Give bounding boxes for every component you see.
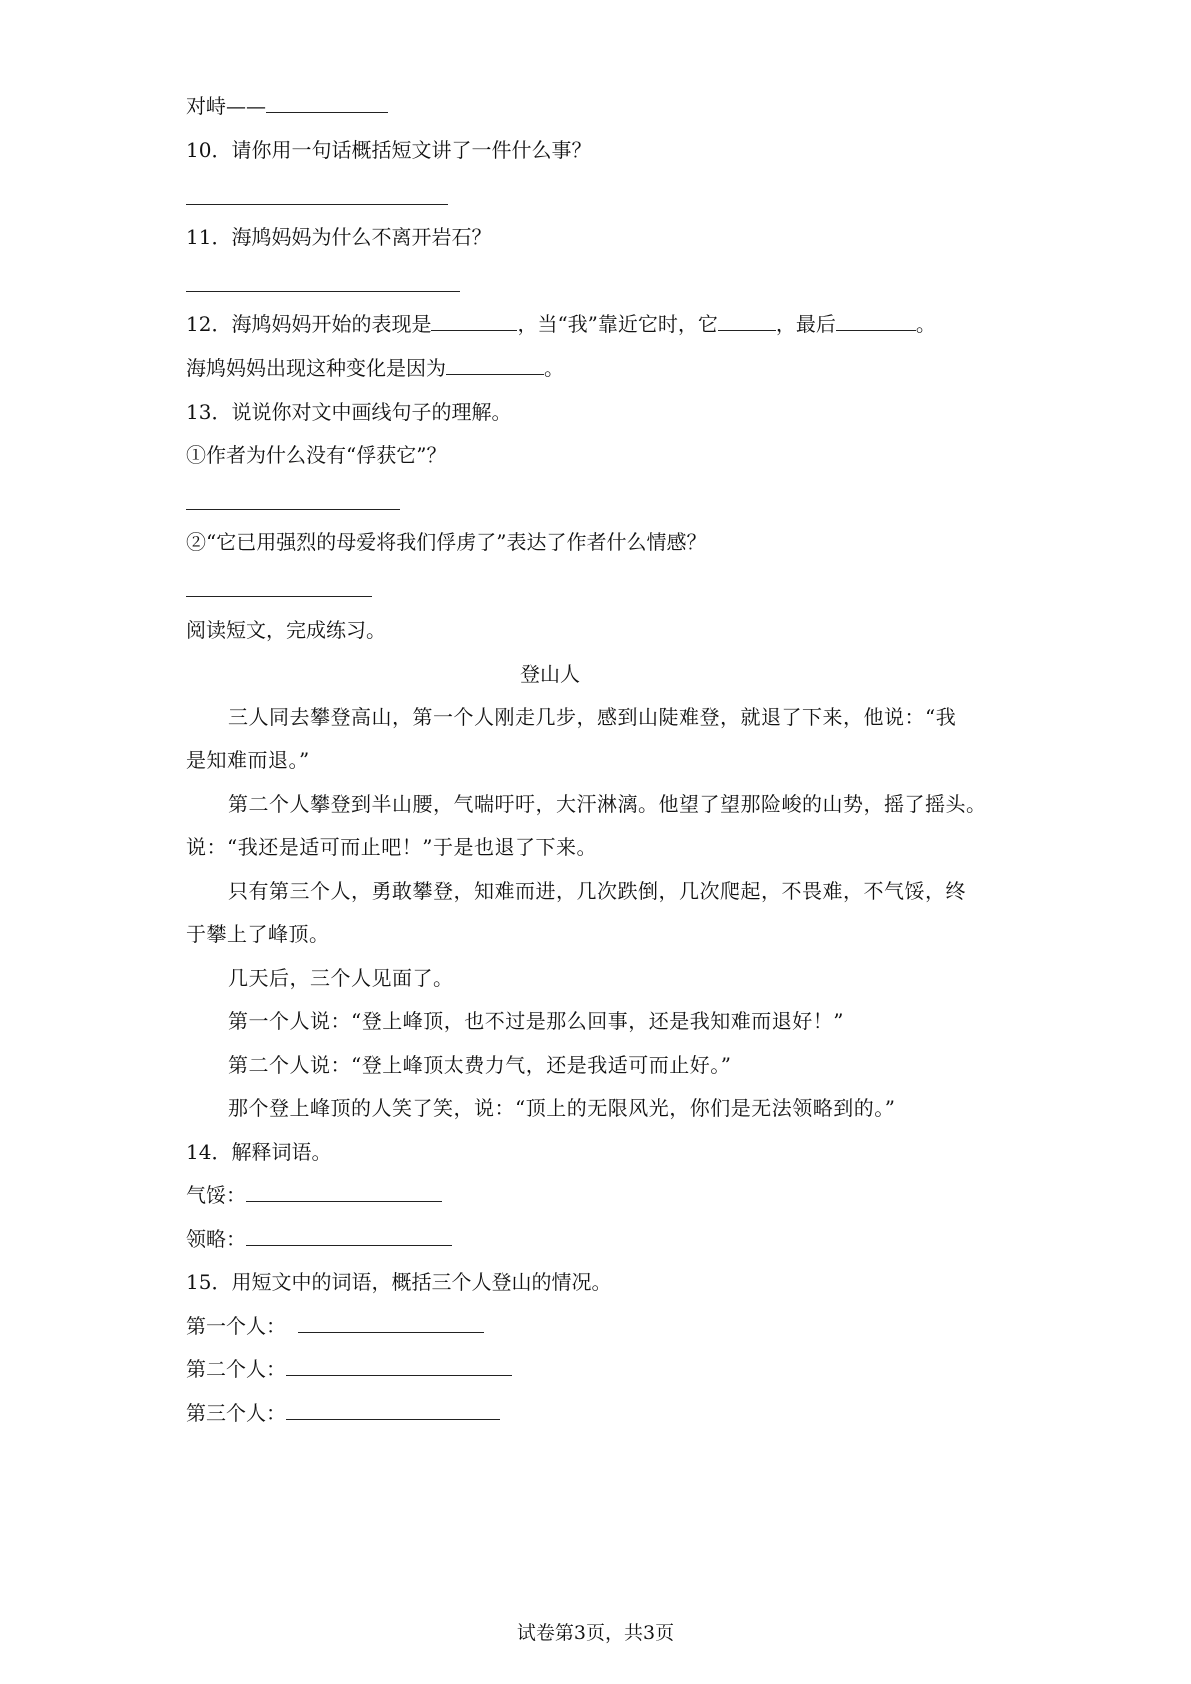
passage-p6: 第二个人说：“登上峰顶太费力气，还是我适可而止好。”	[228, 1053, 732, 1077]
passage-p1a: 三人同去攀登高山，第一个人刚走几步，感到山陡难登，就退了下来，他说：“我	[228, 705, 957, 729]
q10-prompt: 10．请你用一句话概括短文讲了一件什么事？	[186, 138, 592, 162]
q10-answer-line[interactable]	[186, 204, 448, 205]
q13-sub1-answer-line[interactable]	[186, 509, 400, 510]
q12-line-2	[186, 354, 564, 382]
passage-p3a: 只有第三个人，勇敢攀登，知难而进，几次跌倒，几次爬起，不畏难，不气馁，终	[228, 879, 966, 903]
q12-text-4: 。	[915, 312, 936, 336]
q14-word-2-blank[interactable]	[246, 1225, 452, 1246]
q12-text-6: 。	[544, 356, 564, 380]
q12-text-3: ，最后	[775, 312, 836, 336]
passage-p3b: 于攀上了峰顶。	[186, 922, 330, 946]
q9-last-item	[186, 92, 388, 120]
q13-sub1: ①作者为什么没有“俘获它”？	[186, 443, 447, 467]
q12-line-1	[186, 310, 936, 338]
q15-prompt: 15．用短文中的词语，概括三个人登山的情况。	[186, 1270, 612, 1294]
passage-p2b: 说：“我还是适可而止吧！”于是也退了下来。	[186, 835, 597, 859]
q12-text-2: ，当“我”靠近它时，它	[517, 312, 718, 336]
q15-person-3-blank[interactable]	[286, 1399, 500, 1420]
q15-person-1-label: 第一个人：	[186, 1314, 286, 1338]
q9-answer-blank[interactable]	[266, 92, 388, 113]
q15-person-2	[186, 1355, 512, 1383]
passage-p1b: 是知难而退。”	[186, 748, 310, 772]
passage-p7: 那个登上峰顶的人笑了笑，说：“顶上的无限风光，你们是无法领略到的。”	[228, 1096, 896, 1120]
page-footer: 试卷第3页，共3页	[516, 1622, 675, 1644]
q13-prompt: 13．说说你对文中画线句子的理解。	[186, 400, 512, 424]
passage-p4: 几天后，三个人见面了。	[228, 966, 454, 990]
q15-person-3	[186, 1399, 500, 1427]
q11-answer-line[interactable]	[186, 291, 460, 292]
q14-word-1-blank[interactable]	[246, 1181, 442, 1202]
q15-person-2-label: 第二个人：	[186, 1357, 286, 1381]
q12-blank-3[interactable]	[836, 310, 916, 331]
q12-blank-2[interactable]	[718, 310, 776, 331]
q12-blank-1[interactable]	[431, 310, 517, 331]
q15-person-1	[186, 1312, 484, 1340]
q13-sub2-answer-line[interactable]	[186, 596, 372, 597]
q15-person-2-blank[interactable]	[286, 1355, 512, 1376]
q12-blank-4[interactable]	[446, 354, 544, 375]
q14-word-2-label: 领略：	[186, 1227, 246, 1251]
q14-prompt: 14．解释词语。	[186, 1140, 332, 1164]
q12-text-5: 海鸠妈妈出现这种变化是因为	[186, 356, 446, 380]
q13-sub2: ②“它已用强烈的母爱将我们俘虏了”表达了作者什么情感？	[186, 530, 707, 554]
passage-p5: 第一个人说：“登上峰顶，也不过是那么回事，还是我知难而退好！”	[228, 1009, 844, 1033]
q14-word-1	[186, 1181, 442, 1209]
passage-p2a: 第二个人攀登到半山腰，气喘吁吁，大汗淋漓。他望了望那险峻的山势，摇了摇头。	[228, 792, 987, 816]
q15-person-3-label: 第三个人：	[186, 1401, 286, 1425]
q12-text-1: 12．海鸠妈妈开始的表现是	[186, 312, 432, 336]
q14-word-1-label: 气馁：	[186, 1183, 246, 1207]
q11-prompt: 11．海鸠妈妈为什么不离开岩石？	[186, 225, 492, 249]
q14-word-2	[186, 1225, 452, 1253]
passage-title: 登山人	[520, 662, 580, 686]
q15-person-1-blank[interactable]	[298, 1312, 484, 1333]
reading-instruction: 阅读短文，完成练习。	[186, 618, 386, 642]
q9-word: 对峙——	[186, 94, 266, 118]
